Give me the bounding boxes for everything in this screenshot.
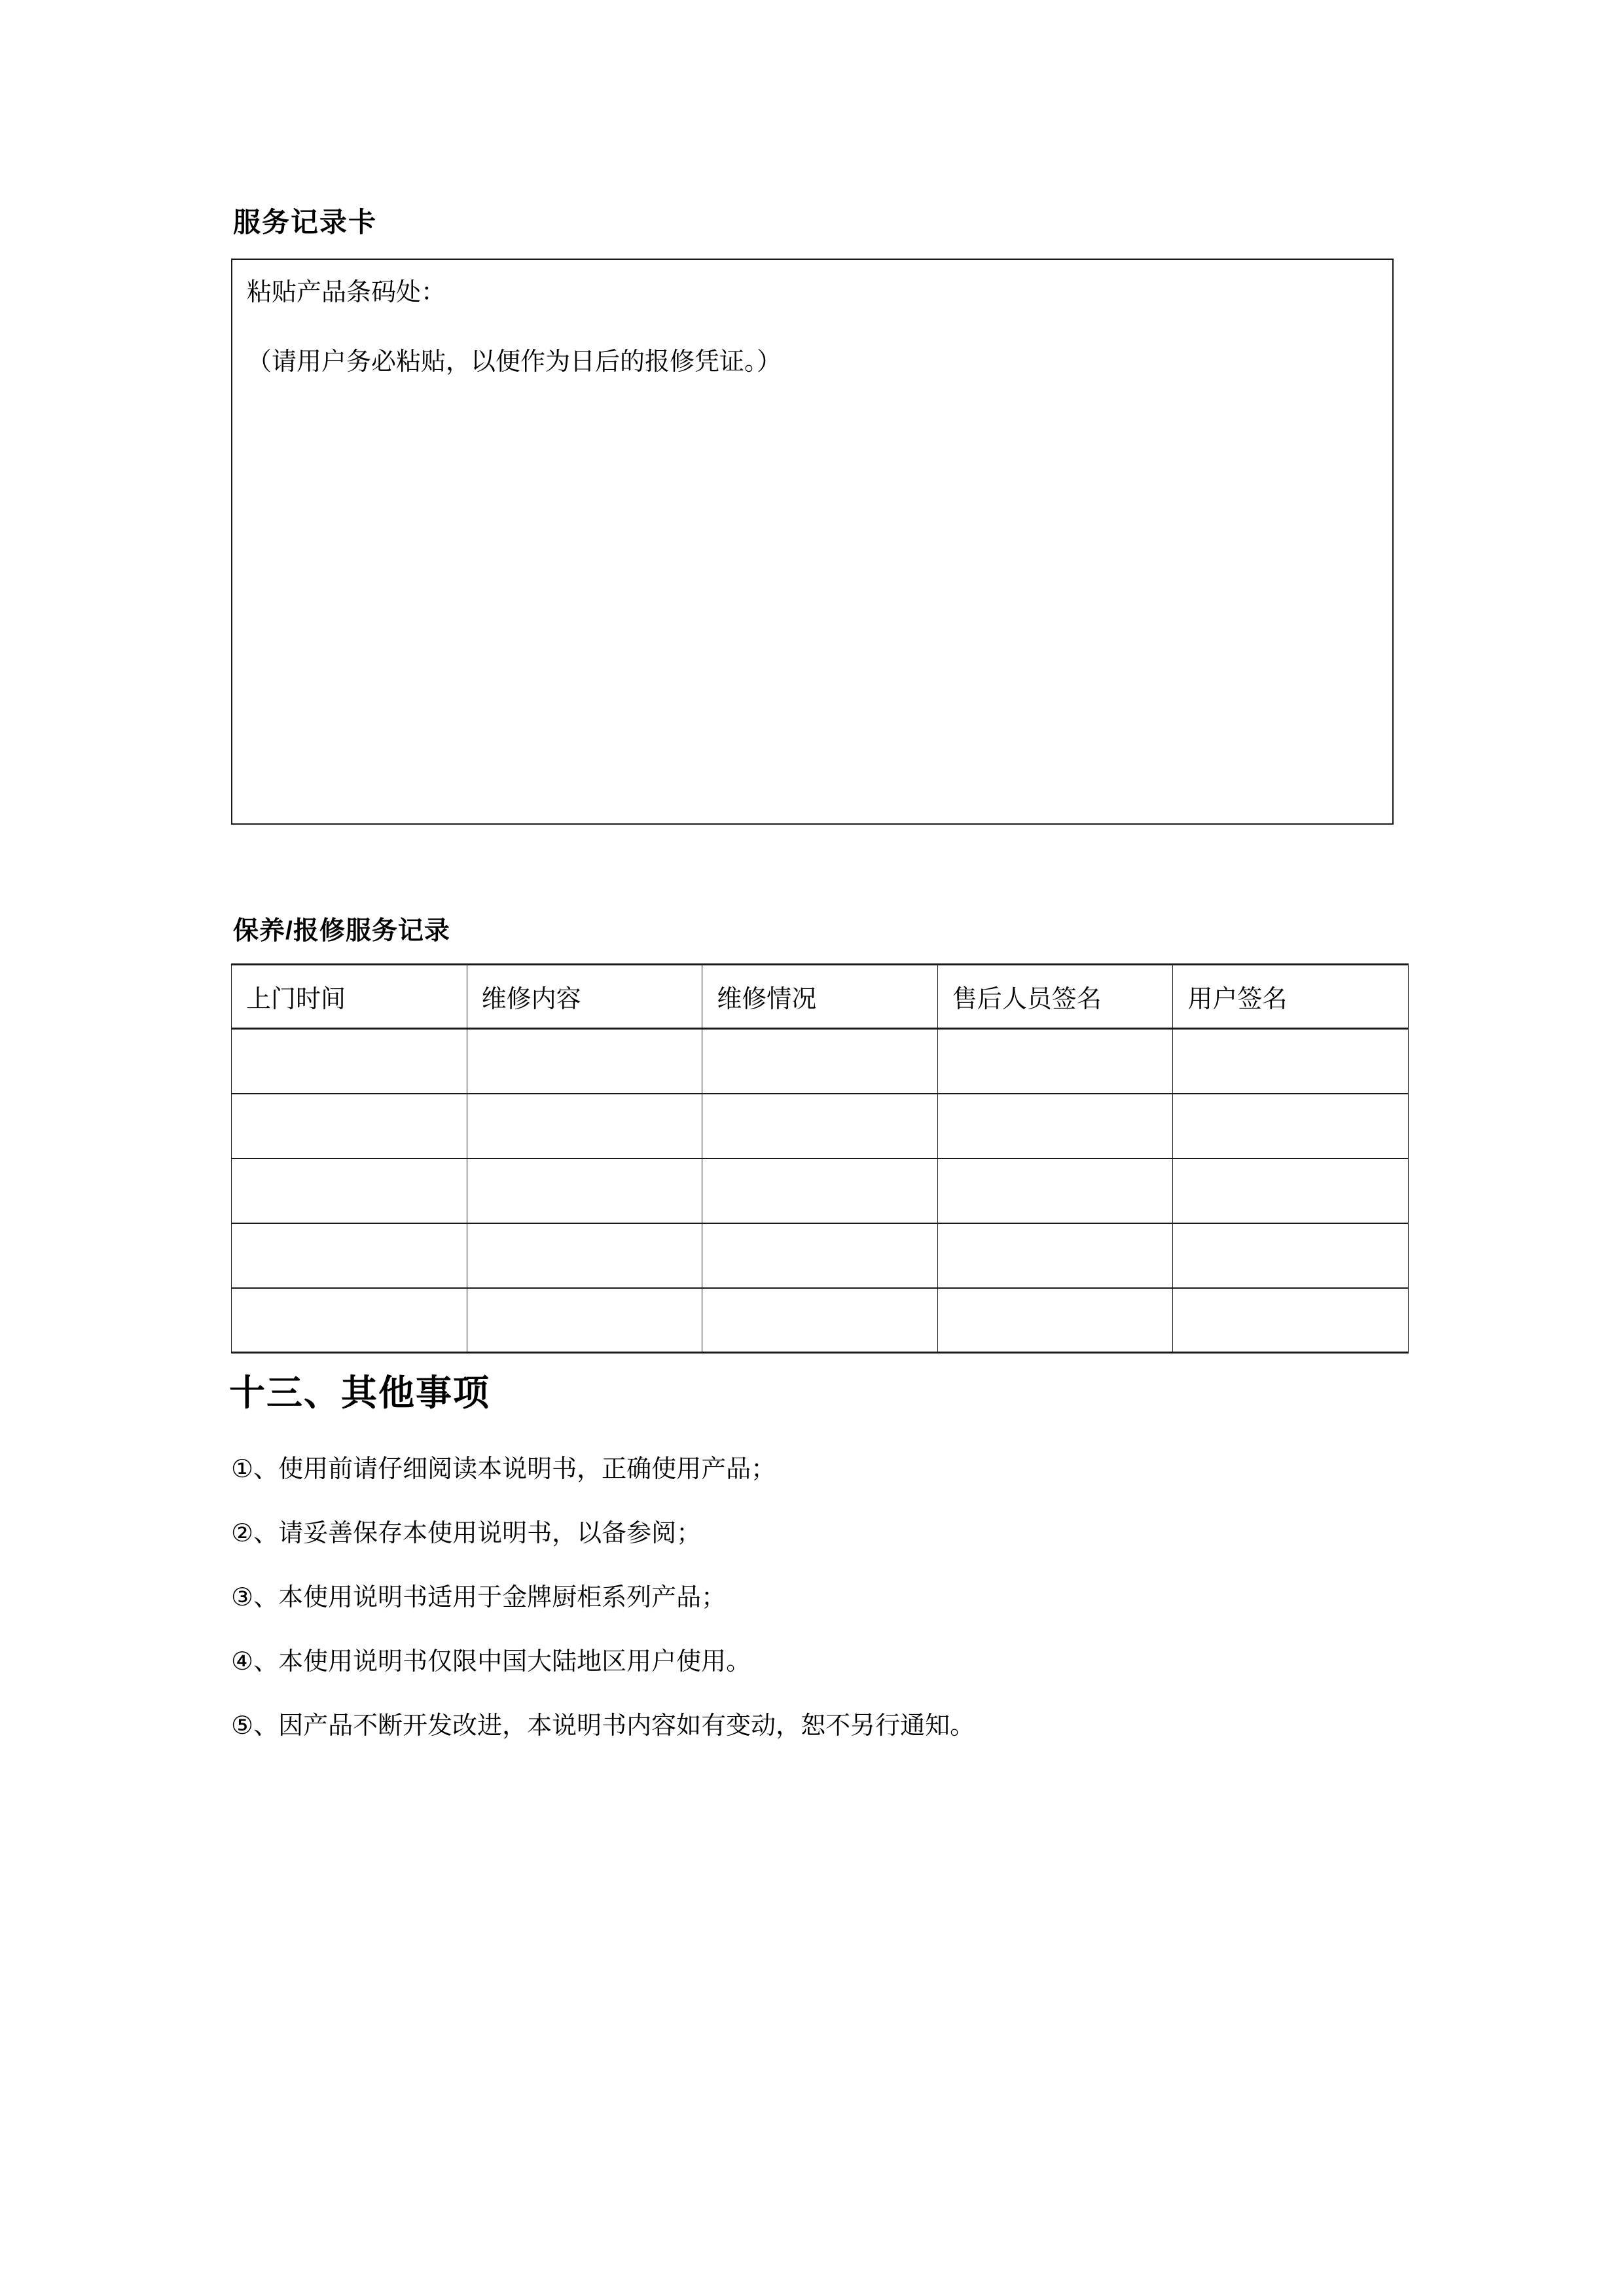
table-cell [937, 1094, 1173, 1158]
table-cell [937, 1029, 1173, 1094]
table-row [232, 1158, 1409, 1223]
column-header: 售后人员签名 [937, 965, 1173, 1029]
table-cell [467, 1288, 702, 1353]
table-cell [232, 1029, 467, 1094]
table-row [232, 1223, 1409, 1288]
barcode-paste-note: （请用户务必粘贴，以便作为日后的报修凭证。） [247, 348, 782, 376]
column-header: 上门时间 [232, 965, 467, 1029]
table-cell [702, 1094, 938, 1158]
table-cell [467, 1223, 702, 1288]
service-record-card-title: 服务记录卡 [233, 207, 378, 238]
note-item: ⑤、因产品不断开发改进，本说明书内容如有变动，恕不另行通知。 [231, 1712, 975, 1740]
table-cell [1173, 1288, 1409, 1353]
table-row [232, 1029, 1409, 1094]
table-cell [467, 1094, 702, 1158]
table-cell [702, 1158, 938, 1223]
table-cell [1173, 1029, 1409, 1094]
note-item: ④、本使用说明书仅限中国大陆地区用户使用。 [231, 1648, 751, 1676]
table-cell [232, 1094, 467, 1158]
table-cell [467, 1158, 702, 1223]
table-cell [1173, 1158, 1409, 1223]
column-header: 维修内容 [467, 965, 702, 1029]
note-item: ②、请妥善保存本使用说明书，以备参阅； [231, 1520, 702, 1547]
table-cell [467, 1029, 702, 1094]
table-cell [232, 1288, 467, 1353]
table-cell [937, 1288, 1173, 1353]
table-cell [1173, 1094, 1409, 1158]
table-cell [937, 1158, 1173, 1223]
maintenance-service-table [231, 963, 1409, 1354]
column-header: 用户签名 [1173, 965, 1409, 1029]
note-item: ①、使用前请仔细阅读本说明书，正确使用产品； [231, 1456, 776, 1483]
column-header: 维修情况 [702, 965, 938, 1029]
barcode-paste-label: 粘贴产品条码处： [247, 279, 446, 306]
note-item: ③、本使用说明书适用于金牌厨柜系列产品； [231, 1584, 727, 1611]
table-cell [702, 1288, 938, 1353]
barcode-paste-box [231, 259, 1394, 825]
table-cell [702, 1223, 938, 1288]
table-cell [1173, 1223, 1409, 1288]
table-row [232, 1288, 1409, 1353]
table-cell [937, 1223, 1173, 1288]
table-header-row [232, 965, 1409, 1029]
table-row [232, 1094, 1409, 1158]
other-matters-list [231, 1457, 1442, 1778]
other-matters-heading: 十三、其他事项 [229, 1372, 491, 1413]
maintenance-table-title: 保养/报修服务记录 [233, 917, 450, 945]
table-cell [232, 1223, 467, 1288]
table-cell [232, 1158, 467, 1223]
table-cell [702, 1029, 938, 1094]
